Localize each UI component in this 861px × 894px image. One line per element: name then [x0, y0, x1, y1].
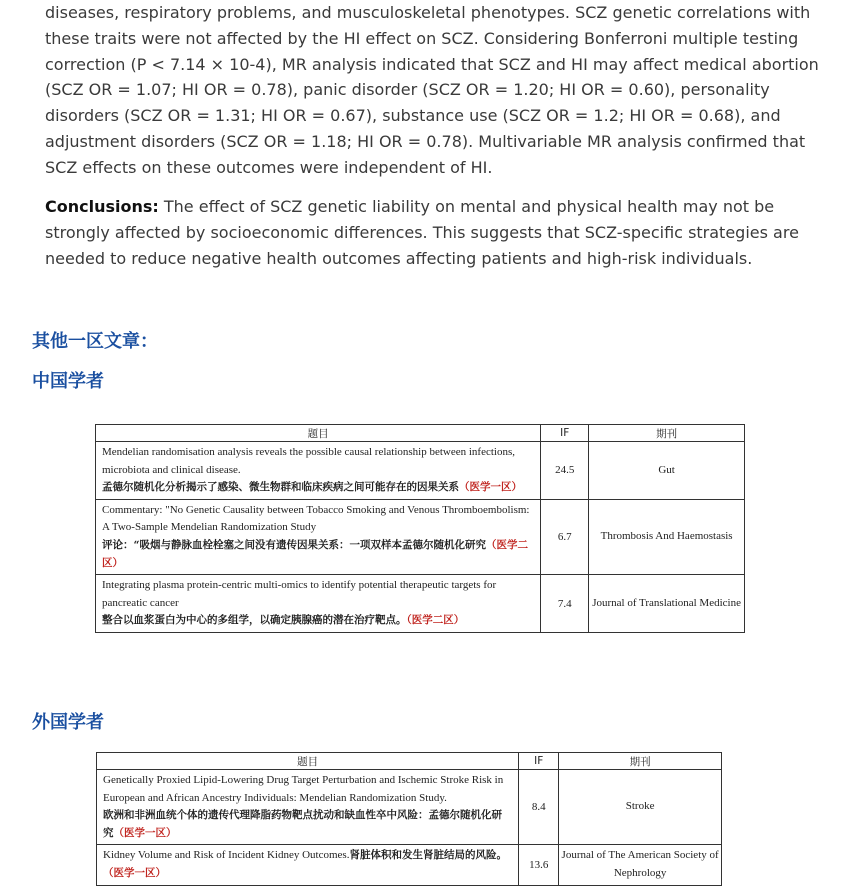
journal-name: Gut [589, 442, 745, 500]
header-if: IF [541, 425, 589, 442]
zone-tag: （医学二区） [102, 538, 529, 569]
table-row [96, 442, 745, 500]
article-title-en[interactable]: Integrating plasma protein-centric multi-omics to identify potential therapeutic targets for pancreatic cancer [102, 579, 497, 609]
header-if: IF [519, 753, 559, 770]
impact-factor: 6.7 [541, 499, 589, 574]
header-journal: 期刊 [559, 753, 722, 770]
table-header-row [97, 753, 722, 770]
conclusions-label: Conclusions: [45, 197, 159, 216]
article-title-cell [97, 845, 519, 885]
results-paragraph [45, 0, 825, 181]
zone-tag: （医学一区） [113, 826, 177, 839]
article-title-zh: 整合以血浆蛋白为中心的多组学，以确定胰腺癌的潜在治疗靶点。 [102, 614, 407, 627]
article-title-cell [96, 442, 541, 500]
other-articles-heading: 其他一区文章： [32, 331, 158, 352]
conclusions-paragraph [45, 194, 825, 271]
article-title-cell [96, 499, 541, 574]
zone-tag: （医学二区） [406, 614, 465, 627]
table-row [96, 499, 745, 574]
article-title-zh: 评论：“吸烟与静脉血栓栓塞之间没有遗传因果关系：一项双样本孟德尔随机化研究 [102, 538, 487, 551]
journal-name: Journal of Translational Medicine [589, 575, 745, 633]
journal-name: Stroke [559, 770, 722, 845]
foreign-scholars-heading: 外国学者 [32, 712, 104, 733]
article-title-cell [97, 770, 519, 845]
impact-factor: 7.4 [541, 575, 589, 633]
table-row [97, 770, 722, 845]
chinese-articles-table [95, 424, 745, 633]
zone-tag: （医学一区） [459, 481, 522, 494]
impact-factor: 24.5 [541, 442, 589, 500]
article-title-zh: 欧洲和非洲血统个体的遗传代理降脂药物靶点扰动和缺血性卒中风险：孟德尔随机化研究 [103, 809, 502, 839]
zone-tag: （医学一区） [103, 866, 166, 879]
article-title-zh: 孟德尔随机化分析揭示了感染、微生物群和临床疾病之间可能存在的因果关系 [102, 481, 459, 494]
article-title-zh: 肾脏体积和发生肾脏结局的风险。 [349, 849, 507, 862]
results-text: diseases, respiratory problems, and musculoskeletal phenotypes. SCZ genetic correlations with these traits were not affected by the HI effect on SCZ. Considering Bonferroni multiple testing correction (P < 7.14 × 10-4), MR analysis indicated that SCZ and HI may affect medical abortion (SCZ OR = 1.07; HI OR = 0.78), panic disorder (SCZ OR = 1.20; HI OR = 0.60), personality disorders (SCZ OR = 1.31; HI OR = 0.67), substance use (SCZ OR = 1.2; HI OR = 0.68), and adjustment disorders (SCZ OR = 1.18; HI OR = 0.78). Multivariable MR analysis confirmed that SCZ effects on these outcomes were independent of HI. [45, 3, 819, 177]
table-row [96, 575, 745, 633]
conclusions-text: The effect of SCZ genetic liability on mental and physical health may not be strongly affected by socioeconomic differences. This suggests that SCZ-specific strategies are needed to reduce negative health outcomes affecting patients and high-risk individuals. [45, 197, 799, 268]
foreign-articles-table [96, 752, 722, 886]
table-header-row [96, 425, 745, 442]
header-title: 题目 [96, 425, 541, 442]
article-title-en[interactable]: Kidney Volume and Risk of Incident Kidney Outcomes. [103, 849, 350, 862]
impact-factor: 8.4 [519, 770, 559, 845]
article-title-en[interactable]: Commentary: "No Genetic Causality between Tobacco Smoking and Venous Thromboembolism: A Two-Sample Mendelian Randomization Study [102, 503, 530, 534]
header-title: 题目 [97, 753, 519, 770]
header-journal: 期刊 [589, 425, 745, 442]
impact-factor: 13.6 [519, 845, 559, 885]
article-title-en[interactable]: Mendelian randomisation analysis reveals the possible causal relationship between infections, microbiota and clinical disease. [102, 446, 515, 476]
article-title-cell [96, 575, 541, 633]
journal-name: Journal of The American Society of Nephrology [559, 845, 722, 885]
journal-name: Thrombosis And Haemostasis [589, 499, 745, 574]
table-row [97, 845, 722, 885]
article-title-en[interactable]: Genetically Proxied Lipid-Lowering Drug Target Perturbation and Ischemic Stroke Risk in European and African Ancestry Individuals: Mendelian Randomization Study. [103, 774, 504, 804]
chinese-scholars-heading: 中国学者 [32, 371, 104, 392]
